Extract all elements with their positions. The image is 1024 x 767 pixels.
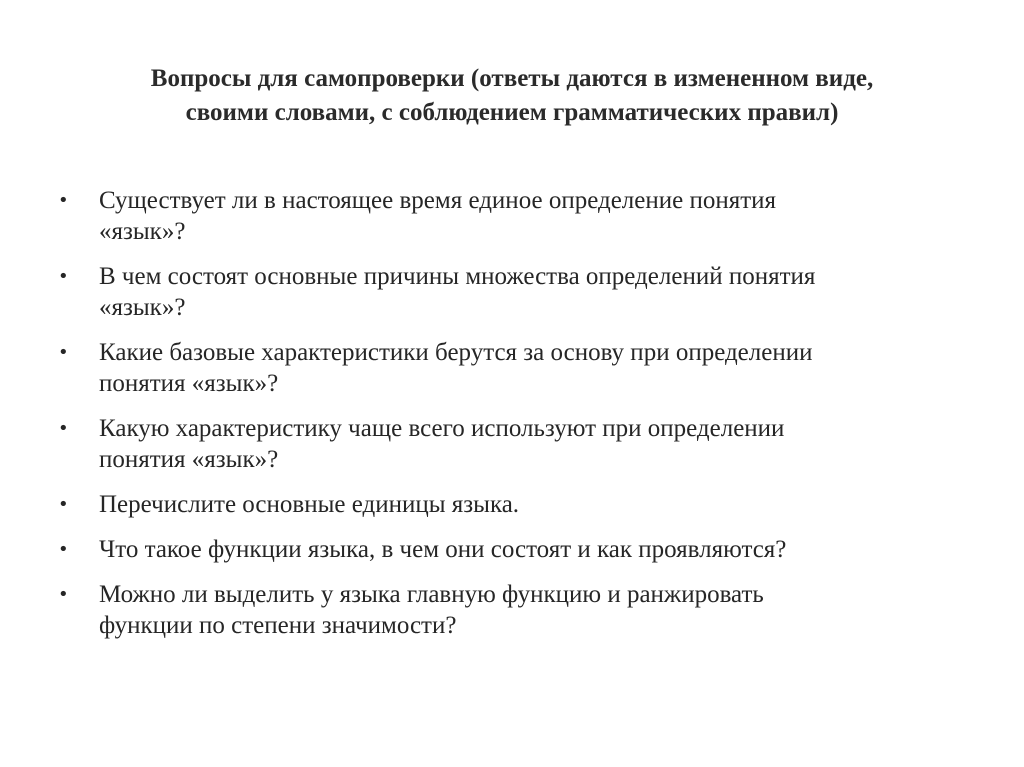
list-item-question-6: [58, 534, 958, 565]
question-text-line: Можно ли выделить у языка главную функцию и ранжировать: [99, 581, 764, 608]
question-text-line: Что такое функции языка, в чем они состоят и как проявляются?: [99, 536, 787, 563]
question-text-line: Какую характеристику чаще всего используют при определении: [99, 415, 785, 442]
bullet-icon: •: [58, 584, 69, 605]
bullet-icon: •: [58, 190, 69, 211]
slide-title: [60, 62, 964, 130]
slide-title-line: Вопросы для самопроверки (ответы даются в измененном виде,: [150, 65, 874, 92]
question-list: [58, 185, 958, 655]
bullet-icon: •: [58, 418, 69, 439]
bullet-icon: •: [58, 342, 69, 363]
question-text-line: «язык»?: [99, 218, 186, 245]
question-text-line: функции по степени значимости?: [99, 612, 457, 639]
list-item-question-7: [58, 579, 958, 641]
question-text-line: понятия «язык»?: [99, 370, 279, 397]
question-text-line: Существует ли в настоящее время единое определение понятия: [99, 187, 777, 214]
list-item-question-1: [58, 185, 958, 247]
question-text-line: «язык»?: [99, 294, 186, 321]
question-text-line: В чем состоят основные причины множества определений понятия: [99, 263, 816, 290]
list-item-question-2: [58, 261, 958, 323]
question-text-line: Перечислите основные единицы языка.: [99, 491, 520, 518]
slide-title-line: своими словами, с соблюдением грамматических правил): [185, 99, 839, 126]
list-item-question-4: [58, 413, 958, 475]
question-text-line: Какие базовые характеристики берутся за основу при определении: [99, 339, 813, 366]
bullet-icon: •: [58, 539, 69, 560]
list-item-question-5: [58, 489, 958, 520]
question-text-line: понятия «язык»?: [99, 446, 279, 473]
list-item-question-3: [58, 337, 958, 399]
bullet-icon: •: [58, 266, 69, 287]
bullet-icon: •: [58, 494, 69, 515]
